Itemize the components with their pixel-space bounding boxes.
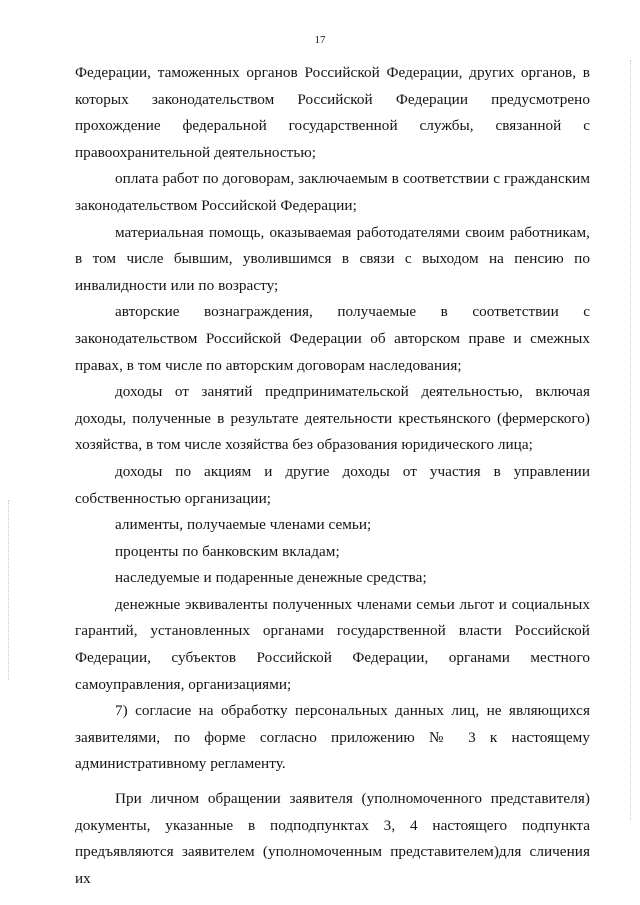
paragraph-material-aid: материальная помощь, оказываемая работодателями своим работникам, в том числе бывшим, уволившимся в связи с выходом на пенсию по инвалидности или по возрасту; — [75, 223, 590, 294]
paragraph-personal-submission: При личном обращении заявителя (уполномоченного представителя) документы, указанные в подподпунктах 3, 4 настоящего подпункта предъявляются заявителем (уполномоченным представителем)для сличения их — [75, 790, 590, 887]
paragraph-inherited-funds: наследуемые и подаренные денежные средства; — [115, 569, 427, 587]
paragraph-continuation: Федерации, таможенных органов Российской Федерации, других органов, в которых законодательством Российской Федерации предусмотрено прохождение федеральной государственной службы, связанной с правоохранительной деятельностью; — [75, 64, 590, 161]
paragraph-share-income: доходы по акциям и другие доходы от участия в управлении собственностью организации; — [75, 462, 590, 507]
paragraph-consent-item-7: 7) согласие на обработку персональных данных лиц, не являющихся заявителями, по форме согласно приложению № 3 к настоящему административному регламенту. — [75, 702, 590, 773]
paragraph-work-contracts: оплата работ по договорам, заключаемым в соответствии с гражданским законодательством Российской Федерации; — [75, 170, 590, 214]
scan-edge-right — [630, 60, 632, 820]
scan-edge-left — [8, 500, 10, 680]
paragraph-bank-interest: проценты по банковским вкладам; — [115, 542, 340, 560]
document-body — [75, 60, 590, 892]
page-number: 17 — [314, 34, 326, 46]
paragraph-alimony: алименты, получаемые членами семьи; — [115, 516, 372, 534]
paragraph-author-fees: авторские вознаграждения, получаемые в соответствии с законодательством Российской Федерации об авторском праве и смежных правах, в том числе по авторским договорам наследования; — [75, 303, 590, 374]
paragraph-business-income: доходы от занятий предпринимательской деятельностью, включая доходы, полученные в результате деятельности крестьянского (фермерского) хозяйства, в том числе хозяйства без образования юридического лица; — [75, 383, 590, 454]
paragraph-benefit-equivalents: денежные эквиваленты полученных членами семьи льгот и социальных гарантий, установленных органами государственной власти Российской Федерации, субъектов Российской Федерации, органами местного самоуправления, организациями; — [75, 595, 590, 693]
